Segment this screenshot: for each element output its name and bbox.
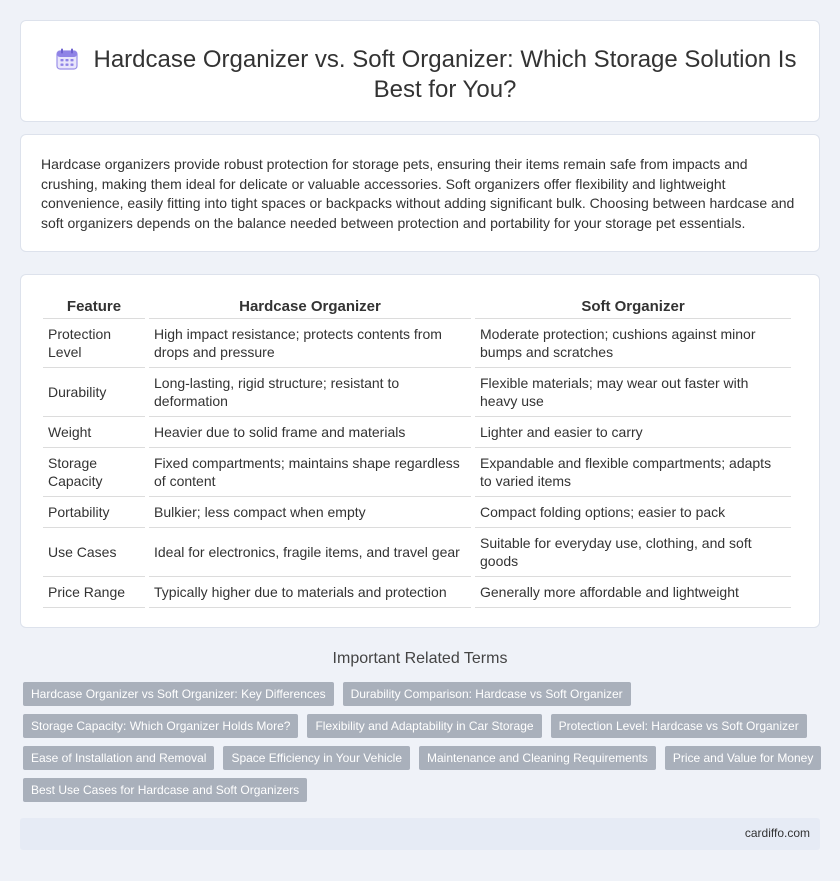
- soft-cell: Flexible materials; may wear out faster with heavy use: [475, 368, 791, 417]
- table-row: [43, 577, 791, 608]
- calendar-icon: [55, 47, 79, 71]
- title-card: [20, 20, 820, 122]
- hardcase-cell: Heavier due to solid frame and materials: [149, 417, 471, 448]
- related-term-tag[interactable]: Protection Level: Hardcase vs Soft Organizer: [551, 714, 807, 738]
- related-terms-heading: Important Related Terms: [332, 650, 508, 667]
- page-title: Hardcase Organizer vs. Soft Organizer: Which Storage Solution Is Best for You?: [93, 46, 797, 103]
- feature-cell: Use Cases: [43, 528, 145, 577]
- comparison-table: [39, 295, 795, 608]
- column-header-soft: Soft Organizer: [475, 295, 791, 319]
- related-terms-list: [23, 682, 823, 802]
- feature-cell: Weight: [43, 417, 145, 448]
- soft-cell: Expandable and flexible compartments; adapts to varied items: [475, 448, 791, 497]
- related-term-tag[interactable]: Durability Comparison: Hardcase vs Soft Organizer: [343, 682, 631, 706]
- column-header-hardcase: Hardcase Organizer: [149, 295, 471, 319]
- table-row: [43, 368, 791, 417]
- hardcase-cell: Typically higher due to materials and protection: [149, 577, 471, 608]
- intro-card: [20, 134, 820, 252]
- related-term-tag[interactable]: Price and Value for Money: [665, 746, 822, 770]
- soft-cell: Compact folding options; easier to pack: [475, 497, 791, 528]
- table-row: [43, 417, 791, 448]
- related-term-tag[interactable]: Flexibility and Adaptability in Car Storage: [307, 714, 541, 738]
- related-term-tag[interactable]: Maintenance and Cleaning Requirements: [419, 746, 656, 770]
- soft-cell: Moderate protection; cushions against minor bumps and scratches: [475, 319, 791, 368]
- related-term-tag[interactable]: Space Efficiency in Your Vehicle: [223, 746, 410, 770]
- soft-cell: Suitable for everyday use, clothing, and soft goods: [475, 528, 791, 577]
- hardcase-cell: Ideal for electronics, fragile items, and travel gear: [149, 528, 471, 577]
- soft-cell: Generally more affordable and lightweight: [475, 577, 791, 608]
- feature-cell: Portability: [43, 497, 145, 528]
- feature-cell: Protection Level: [43, 319, 145, 368]
- column-header-feature: Feature: [43, 295, 145, 319]
- hardcase-cell: Bulkier; less compact when empty: [149, 497, 471, 528]
- hardcase-cell: High impact resistance; protects contents from drops and pressure: [149, 319, 471, 368]
- related-term-tag[interactable]: Ease of Installation and Removal: [23, 746, 214, 770]
- footer-bar: [20, 818, 820, 850]
- table-row: [43, 448, 791, 497]
- soft-cell: Lighter and easier to carry: [475, 417, 791, 448]
- related-term-tag[interactable]: Storage Capacity: Which Organizer Holds More?: [23, 714, 298, 738]
- comparison-card: [20, 274, 820, 628]
- hardcase-cell: Fixed compartments; maintains shape regardless of content: [149, 448, 471, 497]
- feature-cell: Price Range: [43, 577, 145, 608]
- related-term-tag[interactable]: Hardcase Organizer vs Soft Organizer: Key Differences: [23, 682, 334, 706]
- intro-text: Hardcase organizers provide robust protection for storage pets, ensuring their items remain safe from impacts and crushing, making them ideal for delicate or valuable accessories. Soft organizers offer flexibility and lightweight convenience, easily fitting into tight spaces or backpacks without adding significant bulk. Choosing between hardcase and soft organizers depends on the balance needed between protection and portability for your storage pet essentials.: [41, 156, 795, 231]
- feature-cell: Durability: [43, 368, 145, 417]
- hardcase-cell: Long-lasting, rigid structure; resistant to deformation: [149, 368, 471, 417]
- footer-site-link[interactable]: cardiffo.com: [744, 826, 810, 840]
- table-header-row: [43, 295, 791, 319]
- table-row: [43, 319, 791, 368]
- related-term-tag[interactable]: Best Use Cases for Hardcase and Soft Organizers: [23, 778, 307, 802]
- feature-cell: Storage Capacity: [43, 448, 145, 497]
- table-row: [43, 528, 791, 577]
- table-row: [43, 497, 791, 528]
